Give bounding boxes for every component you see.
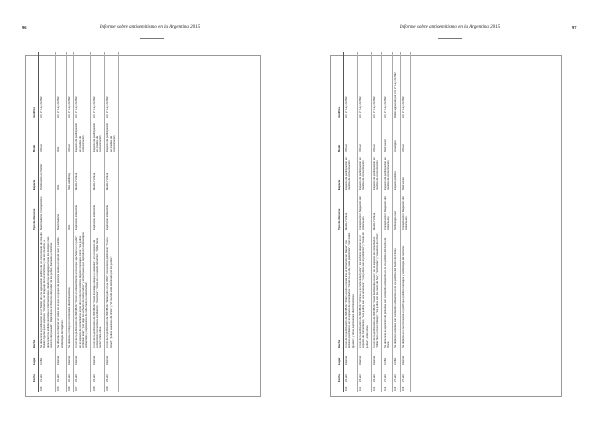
table-row — [105, 52, 119, 392]
cell-space: Espacio público — [393, 153, 400, 191]
header-rule — [438, 38, 462, 39]
cell-date: 22-abr — [66, 366, 73, 383]
cell-number: 105 — [56, 383, 67, 392]
cell-mode: Espacio de participación en medios de comunicación — [105, 119, 119, 153]
table-row — [382, 52, 393, 392]
cell-justification: Art. 3° Ley 23.592. — [400, 52, 411, 119]
cell-number: 115 — [400, 383, 411, 392]
cell-mode: Virtual — [357, 119, 371, 153]
col-date: Fecha — [32, 366, 39, 383]
cell-fact: A raíz de la publicación de INFOBAE "Netanyahu en la ONU", los lectores publicaron: "Fuera Israel", "judíos asesinos de niños" y "el mundo está dominado por los judíos". — [105, 231, 119, 349]
page-number: 97 — [572, 25, 577, 30]
cell-date: 24-abr — [105, 366, 119, 383]
cell-fact: A raíz de la publicación de INFOBAE "Crece el antisemitismo en Europa: apuñalan a un judío", en el espacio de comentarios al pie de la nota los lectores dejaron mensajes como: "los judíos controlan todo", "por algo los echaron de todos lados" y otras frases que reproducen estereotipos antisemitas y expresiones de odio hacia la colectividad. — [74, 231, 91, 349]
table-row — [357, 52, 371, 392]
table-row — [66, 52, 73, 392]
cell-number: 108 — [91, 383, 105, 392]
cell-justification: Art. 3° Ley 23.592. — [74, 52, 91, 119]
cell-fact: A raíz de la publicación de INFOBAE "Piden ayuda a Israel tras el terremoto en Nepal", los lectores escribieron en el espacio de comentarios: "Israel no ayuda, mata palestinos", "son todos iguales", y otras expresiones discriminatorias. — [344, 231, 358, 349]
cell-number: 107 — [74, 383, 91, 392]
cell-space: Sitio web/blog — [66, 153, 73, 191]
cell-date: 24-abr — [91, 366, 105, 383]
cell-mode: Virtual — [66, 119, 73, 153]
cell-place: CABA — [393, 349, 400, 366]
table-row — [371, 52, 382, 392]
col-space: Espacio — [337, 153, 344, 191]
col-place: Lugar — [32, 349, 39, 366]
header-rule — [140, 38, 164, 39]
cell-space: Medio / Virtual — [91, 153, 105, 191]
cell-number: 111 — [357, 383, 371, 392]
table-row — [74, 52, 91, 392]
col-date: Fecha — [337, 366, 344, 383]
cell-place: Internet — [357, 349, 371, 366]
cell-justification: Art. 3° Ley 23.592. — [39, 52, 56, 119]
cell-justification: Art. 3° Ley 23.592. — [371, 52, 382, 119]
cell-justification: Art. 3° Ley 23.592. — [56, 52, 67, 119]
cell-place: Internet — [91, 349, 105, 366]
cell-fact: Se detecta un blog con contenidos discriminatorios. — [66, 231, 73, 349]
cell-justification: Art. 3° Ley 23.592. — [357, 52, 371, 119]
cell-justification: Art. 3° Ley 23.592. — [344, 52, 358, 119]
cell-number: 110 — [344, 383, 358, 392]
cell-discourse-type: Conspiración / Negación del Holocausto — [400, 191, 411, 231]
cell-mode: Virtual — [39, 119, 56, 153]
cell-discourse-type: Nacionalismo / Conspirativo — [39, 191, 56, 231]
incident-table — [32, 52, 119, 392]
incident-table-rotated — [32, 52, 262, 392]
cell-mode: Espacio de participación en medios de comunicación — [74, 119, 91, 153]
cell-fact: Se denuncia la publicación en el Twitter de una agrupación política de un comunicado de Claudio Rubén Aguilar quien expresó: "Volvemos, en lenguaje de las trincheras y de los muertos, a denunciar los ardides sionistas e internacionales, desde las sinagogas hasta los tiempos más oscuros del pasado". Reproduce el discurso del poder de los judíos, llamados a dominar. — [39, 231, 56, 349]
col-justification: Justifica — [32, 52, 39, 119]
cell-discourse-type: Expresión antisemita — [105, 191, 119, 231]
cell-number: 106 — [66, 383, 73, 392]
col-justification: Justifica — [337, 52, 344, 119]
cell-mode: Otro — [56, 119, 67, 153]
cell-date: 24-abr — [344, 366, 358, 383]
cell-fact: Se difunde en internet un video en el que un grupo de jóvenes realiza el saludo nazi y exhibe simbología del régimen. — [56, 231, 67, 349]
cell-justification: Art. 3° Ley 23.592. — [66, 52, 73, 119]
table-row — [56, 52, 67, 392]
table-row — [393, 52, 400, 392]
cell-space: Espacio de participación en medios de comunicación — [357, 153, 371, 191]
col-space: Espacio — [32, 153, 39, 191]
cell-justification: Art. 3° Ley 23.592. — [382, 52, 393, 119]
cell-justification: Art. 3° Ley 23.592. — [105, 52, 119, 119]
cell-date: 22-abr — [56, 366, 67, 383]
cell-date: 24-abr — [371, 366, 382, 383]
cell-discourse-type: Expresión antisemita — [91, 191, 105, 231]
cell-space: Espacio de participación en medios de comunicación — [382, 153, 393, 191]
cell-number: 113 — [382, 383, 393, 392]
cell-fact: A raíz de la publicación de INFOBAE "Israel bombardea Gaza", en el espacio de comentarios: "Hitler hizo un buen trabajo", "los judíos son los nazis de hoy", "terroristas" y "asesinos de niños". — [371, 231, 382, 349]
cell-discourse-type: Medio / Virtual — [371, 191, 382, 231]
cell-number: 114 — [393, 383, 400, 392]
col-discourse-type: Tipo de discurso — [32, 191, 39, 231]
cell-mode: Virtual — [400, 119, 411, 153]
cell-discourse-type: Medio / Virtual — [344, 191, 358, 231]
table-row — [344, 52, 358, 392]
col-place: Lugar — [337, 349, 344, 366]
cell-mode: Virtual — [371, 119, 382, 153]
running-head: Informe sobre antisemitismo en la Argentina 2015 — [99, 25, 201, 30]
cell-fact: Se detectan volantes con contenido antisemita en la vía pública del barrio de Flores. — [393, 231, 400, 349]
cell-date: 24-abr — [74, 366, 91, 383]
cell-mode: Virtual — [344, 119, 358, 153]
col-mode: Modo — [32, 119, 39, 153]
col-fact: Hecho — [337, 231, 344, 349]
cell-space: Publicación en Twitter — [39, 153, 56, 191]
cell-space: Medio / Virtual — [74, 153, 91, 191]
table-row — [91, 52, 105, 392]
cell-place: Internet — [56, 349, 67, 366]
cell-number: 109 — [105, 383, 119, 392]
cell-discourse-type: Expresión antisemita — [74, 191, 91, 231]
cell-place: Internet — [400, 349, 411, 366]
cell-space: Espacio de participación en medios de comunicación — [371, 153, 382, 191]
cell-fact: Se denuncia la aparición de pintadas con contenido antisemita en la vía pública del barrio de Once. — [382, 231, 393, 349]
incident-table — [337, 52, 411, 392]
cell-place: CABA — [39, 349, 56, 366]
cell-space: Red social — [400, 153, 411, 191]
cell-date: 24-abr — [357, 366, 371, 383]
cell-place: Internet — [74, 349, 91, 366]
page-number: 96 — [22, 25, 27, 30]
running-head: Informe sobre antisemitismo en la Argentina 2015 — [399, 25, 501, 30]
cell-place: Internet — [105, 349, 119, 366]
cell-space: Otro — [56, 153, 67, 191]
right-page — [300, 0, 600, 435]
cell-discourse-type: Conspiración / Negación del Holocausto — [382, 191, 393, 231]
cell-justification: Delito agravado por Art. 2° Ley 23.592. — [393, 52, 400, 119]
cell-date: 27-abr — [400, 366, 411, 383]
cell-date: 21-abr — [39, 366, 56, 383]
cell-fact: A raíz de la publicación de INFOBAE "Israel investiga ataque a soldados", en el espacio de comentarios los lectores escribieron: "Asesinos", "Israel es un estado terrorista", "Hitler tenía razón" entre otros. — [91, 231, 105, 349]
table-row — [400, 52, 411, 392]
cell-space: Espacio de participación en medios de comunicación — [344, 153, 358, 191]
incident-table-rotated — [337, 52, 567, 392]
cell-place: Internet — [344, 349, 358, 366]
cell-place: Internet — [371, 349, 382, 366]
cell-fact: Se detecta en una red social un perfil que publica mensajes y simbología del nazismo. — [400, 231, 411, 349]
cell-date: 27-abr — [393, 366, 400, 383]
cell-number: 104 — [39, 383, 56, 392]
cell-discourse-type: Otro — [66, 191, 73, 231]
col-fact: Hecho — [32, 231, 39, 349]
cell-space: Medio / Virtual — [105, 153, 119, 191]
cell-justification: Art. 3° Ley 23.592. — [91, 52, 105, 119]
cell-mode: Red social — [382, 119, 393, 153]
cell-place: CABA — [382, 349, 393, 366]
cell-place: Internet — [66, 349, 73, 366]
col-discourse-type: Tipo de discurso — [337, 191, 344, 231]
cell-discourse-type: Conspiración / Negación del Holocausto — [357, 191, 371, 231]
table-row — [39, 52, 56, 392]
cell-mode: Espacio de participación en medios de comunicación — [91, 119, 105, 153]
cell-discourse-type: Simbología nazi — [393, 191, 400, 231]
cell-fact: A raíz de la publicación de INFOBAE "Críticas a la comunidad judía", los lectores dejaron en el espacio de comentarios: "Los judíos son una amenaza", "Los judíos son el problema" y "basta de judíos", entre otras. — [357, 231, 371, 349]
cell-date: 27-abr — [382, 366, 393, 383]
cell-mode: Analógico — [393, 119, 400, 153]
col-mode: Modo — [337, 119, 344, 153]
cell-number: 112 — [371, 383, 382, 392]
cell-discourse-type: Nacionalismo — [56, 191, 67, 231]
